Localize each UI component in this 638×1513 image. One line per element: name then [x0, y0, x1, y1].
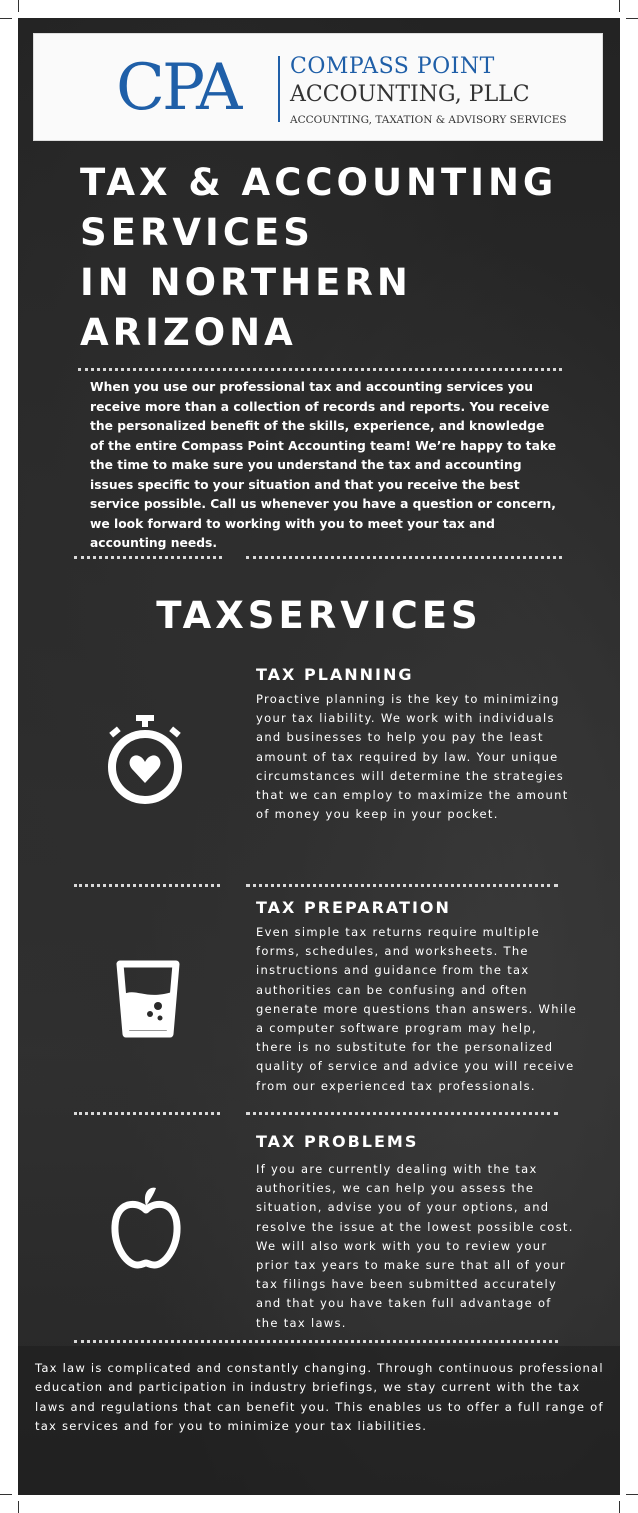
glass-icon	[116, 960, 180, 1042]
crop-mark	[18, 0, 19, 12]
divider	[78, 368, 562, 371]
service-description: Proactive planning is the key to minimizing your tax liability. We work with individuals and businesses to help you pay the least amount of tax required by law. Your unique circumstances will determine the strategies that we can employ to maximize the amount of money you keep in your pocket.	[256, 692, 569, 822]
service-heading: TAX PROBLEMS	[256, 1132, 419, 1151]
title-line: ARIZONA	[80, 311, 297, 354]
poster	[18, 18, 620, 1495]
logo-company-suffix: ACCOUNTING, PLLC	[290, 82, 530, 107]
service-heading: TAX PREPARATION	[256, 898, 451, 917]
divider	[246, 884, 558, 887]
logo-mark: CPA	[116, 51, 240, 125]
stopwatch-heart-icon	[104, 713, 186, 811]
section-title: TAXSERVICES	[156, 594, 482, 637]
service-description: If you are currently dealing with the tax authorities, we can help you assess the situation, advise you of your options, and resolve the issue at the lowest possible cost. We will also work with you to review your prior tax years to make sure that all of your tax filings have been submitted accurately and that you have taken full advantage of the tax laws.	[256, 1162, 574, 1330]
logo-banner	[33, 33, 603, 141]
service-description: Even simple tax returns require multiple forms, schedules, and worksheets. The instructions and guidance from the tax authorities can be confusing and often generate more questions than answers. While a computer software program may help, there is no substitute for the personalized quality of service and advice you will receive from our experienced tax professionals.	[256, 925, 578, 1093]
divider	[246, 1112, 558, 1115]
divider	[74, 884, 220, 887]
crop-mark	[0, 18, 12, 19]
service-heading: TAX PLANNING	[256, 665, 414, 684]
title-line: TAX & ACCOUNTING	[80, 161, 558, 204]
crop-mark	[619, 0, 620, 12]
divider	[74, 1112, 220, 1115]
apple-icon	[110, 1186, 182, 1274]
logo-divider	[278, 56, 280, 122]
crop-mark	[626, 1494, 638, 1495]
logo-company-name: COMPASS POINT	[290, 54, 495, 79]
crop-mark	[18, 1501, 19, 1513]
page-title	[80, 158, 600, 358]
footer-paragraph: Tax law is complicated and constantly changing. Through continuous professional education and participation in industry briefings, we stay current with the tax laws and regulations that can benefit you. This enables us to offer a full range of tax services and for you to minimize your tax liabilities.	[35, 1361, 604, 1434]
crop-mark	[0, 1494, 12, 1495]
title-line: SERVICES	[80, 211, 314, 254]
divider	[246, 556, 562, 559]
intro-paragraph: When you use our professional tax and accounting services you receive more than a collection of records and reports. You receive the personalized benefit of the skills, experience, and knowledge of the entire Compass Point Accounting team! We’re happy to take the time to make sure you understand the tax and accounting issues specific to your situation and that you receive the best service possible. Call us whenever you have a question or concern, we look forward to working with you to meet your tax and accounting needs.	[90, 380, 557, 550]
divider	[74, 1340, 558, 1343]
logo-tagline: ACCOUNTING, TAXATION & ADVISORY SERVICES	[290, 114, 567, 126]
crop-mark	[626, 18, 638, 19]
crop-mark	[619, 1501, 620, 1513]
divider	[74, 556, 222, 559]
title-line: IN NORTHERN	[80, 261, 412, 304]
